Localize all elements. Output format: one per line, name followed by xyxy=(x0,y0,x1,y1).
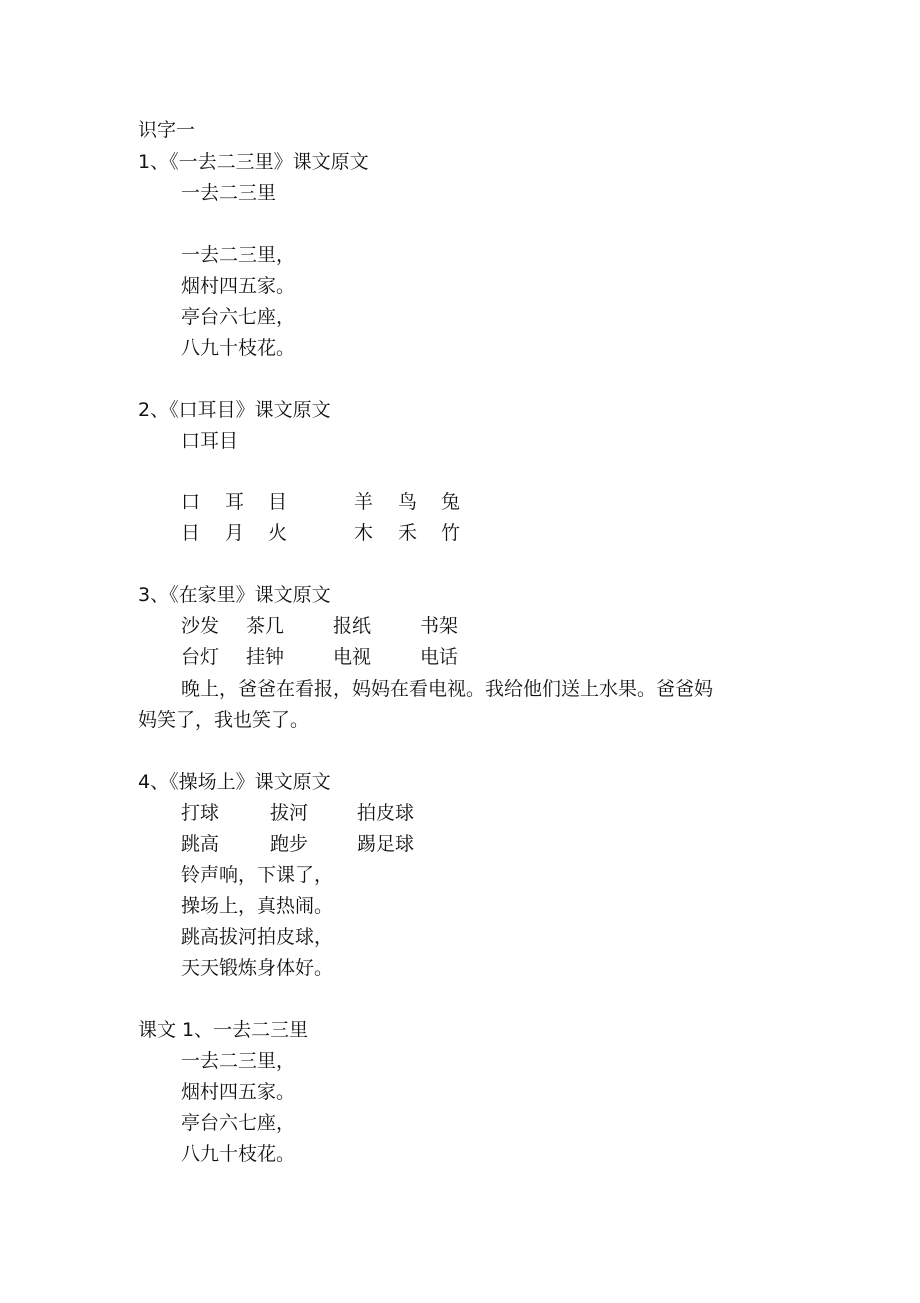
character-cell: 竹 xyxy=(441,522,461,544)
character-cell: 火 xyxy=(268,522,288,544)
poem-line: 烟村四五家。 xyxy=(181,275,296,297)
character-cell: 兔 xyxy=(441,491,461,513)
word-cell: 拔河 xyxy=(270,802,309,824)
character-cell: 月 xyxy=(225,522,245,544)
text-subtitle: 口耳目 xyxy=(181,430,239,452)
character-cell: 鸟 xyxy=(398,491,418,513)
word-cell: 踢足球 xyxy=(357,833,415,855)
poem-line: 亭台六七座， xyxy=(181,306,296,328)
section-heading: 1、《一去二三里》课文原文 xyxy=(138,151,369,173)
character-cell: 耳 xyxy=(225,491,245,513)
word-cell: 打球 xyxy=(181,802,220,824)
character-cell: 木 xyxy=(354,522,374,544)
poem-line: 天天锻炼身体好。 xyxy=(181,957,334,979)
paragraph-line: 妈笑了，我也笑了。 xyxy=(138,709,310,731)
word-cell: 台灯 xyxy=(181,646,220,668)
poem-line: 八九十枝花。 xyxy=(181,337,296,359)
word-cell: 茶几 xyxy=(246,615,285,637)
word-cell: 挂钟 xyxy=(246,646,285,668)
word-cell: 跳高 xyxy=(181,833,220,855)
character-cell: 目 xyxy=(268,491,288,513)
poem-line: 一去二三里， xyxy=(181,244,296,266)
character-cell: 羊 xyxy=(354,491,374,513)
poem-line: 一去二三里， xyxy=(181,1050,296,1072)
poem-line: 跳高拔河拍皮球， xyxy=(181,926,334,948)
poem-line: 八九十枝花。 xyxy=(181,1143,296,1165)
character-cell: 日 xyxy=(181,522,201,544)
word-cell: 沙发 xyxy=(181,615,220,637)
poem-line: 操场上，真热闹。 xyxy=(181,895,334,917)
word-cell: 跑步 xyxy=(270,833,309,855)
poem-line: 亭台六七座， xyxy=(181,1112,296,1134)
poem-line: 烟村四五家。 xyxy=(181,1081,296,1103)
word-cell: 拍皮球 xyxy=(357,802,415,824)
character-cell: 口 xyxy=(181,491,201,513)
page-title: 识字一 xyxy=(138,119,196,141)
word-cell: 报纸 xyxy=(333,615,372,637)
poem-line: 铃声响，下课了， xyxy=(181,864,334,886)
character-cell: 禾 xyxy=(398,522,418,544)
section-heading: 3、《在家里》课文原文 xyxy=(138,584,331,606)
section-heading: 课文 1、一去二三里 xyxy=(138,1019,309,1041)
word-cell: 电视 xyxy=(333,646,372,668)
word-cell: 电话 xyxy=(420,646,459,668)
paragraph-line: 晚上，爸爸在看报，妈妈在看电视。我给他们送上水果。爸爸妈 xyxy=(181,678,714,700)
text-subtitle: 一去二三里 xyxy=(181,182,277,204)
section-heading: 4、《操场上》课文原文 xyxy=(138,771,331,793)
section-heading: 2、《口耳目》课文原文 xyxy=(138,399,331,421)
word-cell: 书架 xyxy=(420,615,459,637)
